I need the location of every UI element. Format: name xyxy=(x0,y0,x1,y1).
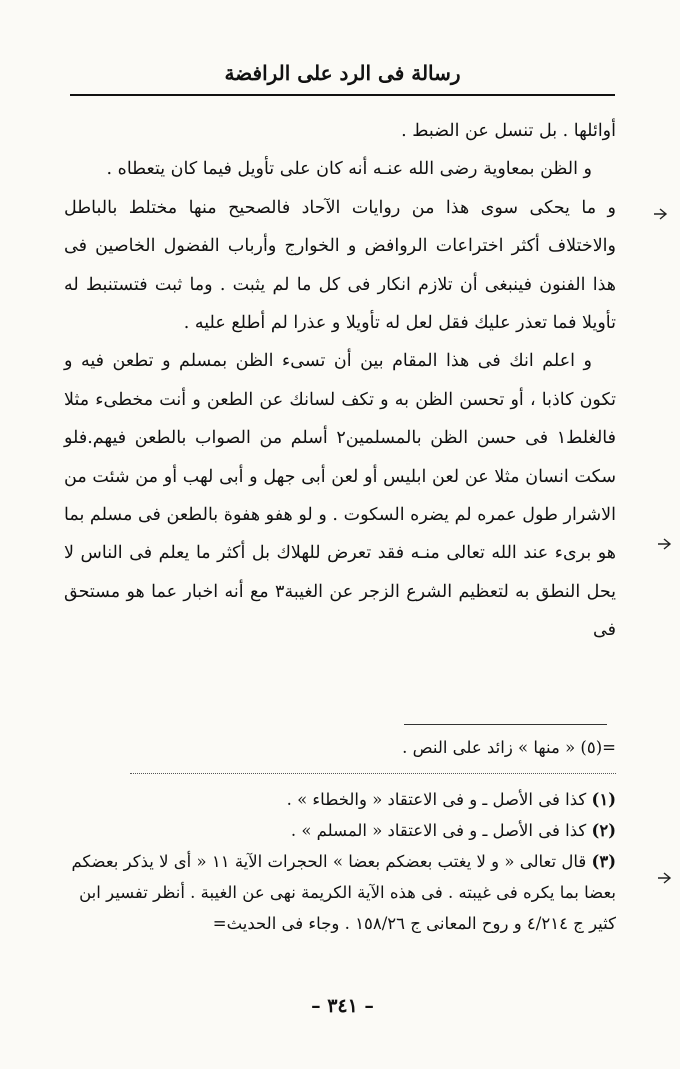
paragraph: و الظن بمعاوية رضى الله عنـه أنه كان على تأويل فيما كان يتعطاه . xyxy=(106,159,592,180)
footnote-divider xyxy=(130,773,616,774)
body-text xyxy=(64,112,616,650)
footnotes xyxy=(64,784,616,939)
paragraph: و اعلم انك فى هذا المقام بين أن تسىء الظن بمسلم و تطعن فيه و تكون كاذبا ، أو تحسن الظن به و تكف لسانك عن الطعن و أنت مخطىء مثلا فالغلط١ فى حسن الظن بالمسلمين٢ أسلم من الصواب بالطعن فيهم.فلو سكت انسان مثلا عن لعن ابليس أو لعن أبى جهل و أبى لهب أو من شئت من الاشرار طول عمره لم يضره السكوت . و لو هفو هفوة بالطعن فى مسلم بما هو برىء عند الله تعالى منـه فقد تعرض للهلاك بل أكثر ما يعلم فى الناس لا يحل النطق به لتعظيم الشرع الزجر عن الغيبة٣ مع أنه اخبار عما هو مستحق فى xyxy=(64,351,617,641)
footnote xyxy=(64,815,616,846)
footnote-text: كذا فى الأصل ـ و فى الاعتقاد « المسلم » . xyxy=(290,821,587,840)
margin-mark-icon xyxy=(656,536,672,552)
footnote xyxy=(64,784,616,815)
footnote-rule xyxy=(404,724,607,725)
footnote-number: (١) xyxy=(591,790,616,809)
paragraph: أوائلها . بل تنسل عن الضبط . xyxy=(401,121,616,141)
footnote-number: (٢) xyxy=(591,821,616,840)
footnote-continuation: =(٥) « منها » زائد على النص . xyxy=(402,738,616,757)
footnote-text: قال تعالى « و لا يغتب بعضكم بعضا » الحجرات الآية ١١ « أى لا يذكر بعضكم بعضا بما يكره فى غيبته . فى هذه الآية الكريمة نهى عن الغيبة . أنظر تفسير ابن كثير ج ٤/٢١٤ و روح المعانى ج ١٥٨/٢٦ . وجاء فى الحديث= xyxy=(71,852,616,933)
margin-mark-icon xyxy=(656,870,672,886)
footnote xyxy=(64,846,616,939)
footnote-number: (٣) xyxy=(591,852,616,871)
paragraph: و ما يحكى سوى هذا من روايات الآحاد فالصحيح منها مختلط بالباطل والاختلاف أكثر اختراعات الروافض و الخوارج وأرباب الفضول الخاصين فى هذا الفنون فينبغى أن تلازم انكار فى كل ما لم يثبت . وما ثبت فتستنبط له تأويلا فما تعذر عليك فقل لعل له تأويلا و عذرا لم أطلع عليه . xyxy=(64,197,616,334)
header-rule xyxy=(70,94,615,96)
running-header: رسالة فى الرد على الرافضة xyxy=(224,61,461,85)
footnote-text: كذا فى الأصل ـ و فى الاعتقاد « والخطاء » . xyxy=(286,790,587,809)
margin-mark-icon xyxy=(652,206,668,222)
page-number: – ٣٤١ – xyxy=(311,995,374,1017)
